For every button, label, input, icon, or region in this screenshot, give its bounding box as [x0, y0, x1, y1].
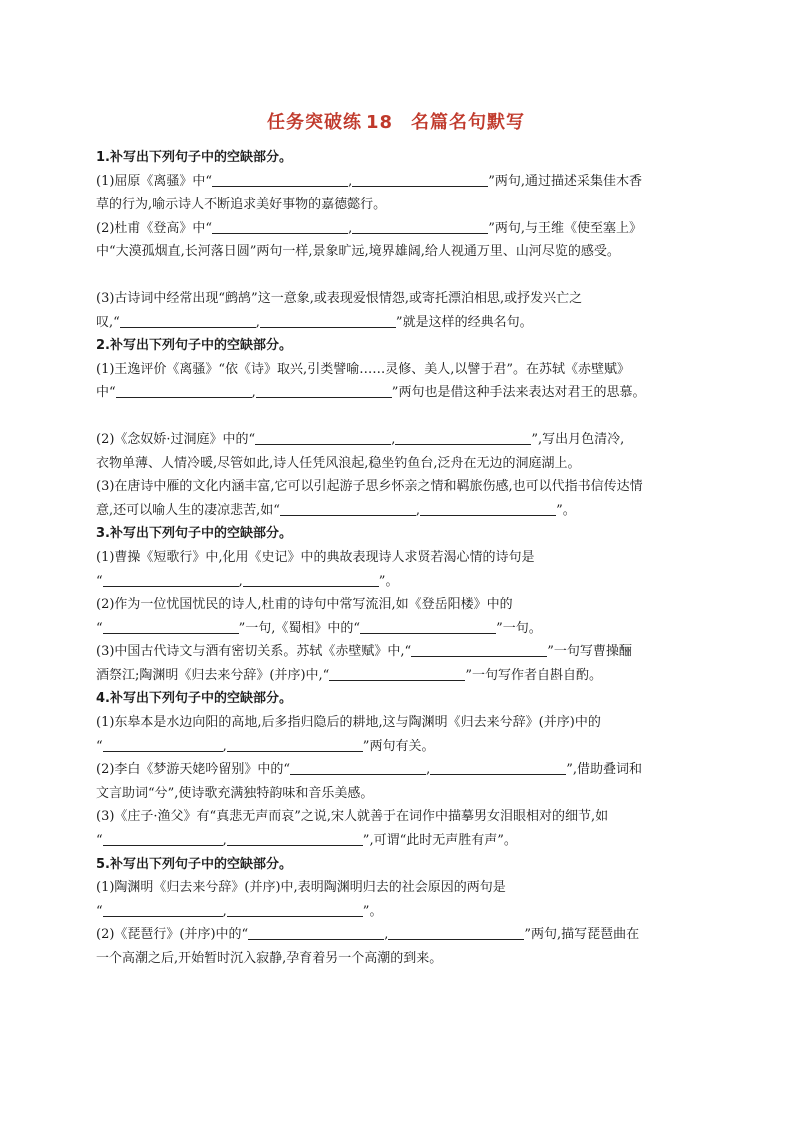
q1-item-2-cont: 中“大漠孤烟直,长河落日圆”两句一样,景象旷远,境界雄阔,给人视通万里、山河尽览的感受。 [96, 244, 620, 260]
answer-blank[interactable] [360, 618, 496, 634]
q4-item-3: (3)《庄子·渔父》有“真悲无声而哀”之说,宋人就善于在词作中描摹男女泪眼相对的细节,如 [96, 809, 609, 825]
answer-blank[interactable] [227, 901, 363, 917]
title-main: 任务突破练 [266, 112, 362, 133]
answer-blank[interactable] [103, 901, 223, 917]
q5-item-1: (1)陶渊明《归去来兮辞》(并序)中,表明陶渊明归去的社会原因的两句是 [96, 880, 506, 896]
answer-blank[interactable] [103, 830, 223, 846]
exercise-content [96, 146, 696, 971]
q3-item-3-cont: 酒祭江;陶渊明《归去来兮辞》(并序)中,“ ”一句写作者自斟自酌。 [96, 664, 696, 688]
answer-blank[interactable] [290, 759, 426, 775]
question-1-head: 1.补写出下列句子中的空缺部分。 [96, 150, 292, 165]
page-title [96, 108, 696, 134]
answer-blank[interactable] [212, 218, 348, 234]
q5-item-1-cont: “ , ”。 [96, 900, 696, 924]
answer-blank[interactable] [103, 571, 239, 587]
q1-item-2: (2)杜甫《登高》中“ , ”两句,与王维《使至塞上》 [96, 217, 696, 241]
q4-item-2: (2)李白《梦游天姥吟留别》中的“ , ”,借助叠词和 [96, 758, 696, 782]
answer-blank[interactable] [352, 171, 488, 187]
q3-item-3: (3)中国古代诗文与酒有密切关系。苏轼《赤壁赋》中,“ ”一句写曹操酾 [96, 640, 696, 664]
q3-item-1-cont: “ , ”。 [96, 570, 696, 594]
answer-blank[interactable] [256, 382, 392, 398]
answer-blank[interactable] [388, 924, 524, 940]
answer-blank[interactable] [227, 830, 363, 846]
q4-item-1-cont: “ , ”两句有关。 [96, 735, 696, 759]
q1-item-1-cont: 草的行为,喻示诗人不断追求美好事物的嘉德懿行。 [96, 197, 387, 213]
q4-item-1: (1)东皋本是水边向阳的高地,后多指归隐后的耕地,这与陶渊明《归去来兮辞》(并序)中的 [96, 715, 601, 731]
answer-blank[interactable] [120, 312, 256, 328]
answer-blank[interactable] [243, 571, 379, 587]
q1-item-1: (1)屈原《离骚》中“ , ”两句,通过描述采集佳木香 [96, 170, 696, 194]
answer-blank[interactable] [248, 924, 384, 940]
q2-item-2-cont: 衣物单薄、人情冷暖,尽管如此,诗人任凭风浪起,稳坐钓鱼台,泛舟在无边的洞庭湖上。 [96, 455, 581, 471]
question-5-head: 5.补写出下列句子中的空缺部分。 [96, 856, 292, 872]
answer-blank[interactable] [420, 500, 556, 516]
answer-blank[interactable] [255, 429, 391, 445]
answer-blank[interactable] [411, 641, 547, 657]
answer-blank[interactable] [430, 759, 566, 775]
answer-blank[interactable] [103, 618, 239, 634]
question-3-head: 3.补写出下列句子中的空缺部分。 [96, 526, 292, 542]
q4-item-3-cont: “ , ”,可谓“此时无声胜有声”。 [96, 829, 696, 853]
answer-blank[interactable] [116, 382, 252, 398]
answer-blank[interactable] [212, 171, 348, 187]
answer-blank[interactable] [329, 665, 465, 681]
answer-blank[interactable] [395, 429, 531, 445]
q1-item-3-cont: 叹,“ , ”就是这样的经典名句。 [96, 311, 696, 335]
q5-item-2: (2)《琵琶行》(并序)中的“ , ”两句,描写琵琶曲在 [96, 923, 696, 947]
q2-item-3-cont: 意,还可以喻人生的凄凉悲苦,如“ , ”。 [96, 499, 696, 523]
q2-item-1-cont: 中“ , ”两句也是借这种手法来表达对君王的思慕。 [96, 381, 696, 405]
answer-blank[interactable] [352, 218, 488, 234]
q2-item-1: (1)王逸评价《离骚》“依《诗》取兴,引类譬喻……灵修、美人,以譬于君”。在苏轼《赤壁赋》 [96, 361, 630, 377]
q3-item-2-cont: “ ”一句,《蜀相》中的“ ”一句。 [96, 617, 696, 641]
title-sub: 名篇名句默写 [411, 112, 526, 133]
q3-item-1: (1)曹操《短歌行》中,化用《史记》中的典故表现诗人求贤若渴心情的诗句是 [96, 549, 535, 565]
q2-item-3: (3)在唐诗中雁的文化内涵丰富,它可以引起游子思乡怀亲之情和羁旅伤感,也可以代指书信传达情 [96, 479, 643, 495]
answer-blank[interactable] [227, 736, 363, 752]
q3-item-2: (2)作为一位忧国忧民的诗人,杜甫的诗句中常写流泪,如《登岳阳楼》中的 [96, 597, 513, 613]
title-number: 18 [365, 112, 394, 133]
q5-item-2-cont: 一个高潮之后,开始暂时沉入寂静,孕育着另一个高潮的到来。 [96, 951, 443, 966]
q2-item-2: (2)《念奴娇·过洞庭》中的“ , ”,写出月色清冷, [96, 428, 696, 452]
q1-item-3: (3)古诗词中经常出现“鹧鸪”这一意象,或表现爱恨情怨,或寄托漂泊相思,或抒发兴亡之 [96, 290, 583, 306]
answer-blank[interactable] [280, 500, 416, 516]
question-4-head: 4.补写出下列句子中的空缺部分。 [96, 691, 292, 707]
question-2-head: 2.补写出下列句子中的空缺部分。 [96, 338, 292, 354]
answer-blank[interactable] [260, 312, 396, 328]
q4-item-2-cont: 文言助词“兮”,使诗歌充满独特韵味和音乐美感。 [96, 785, 374, 801]
answer-blank[interactable] [103, 736, 223, 752]
